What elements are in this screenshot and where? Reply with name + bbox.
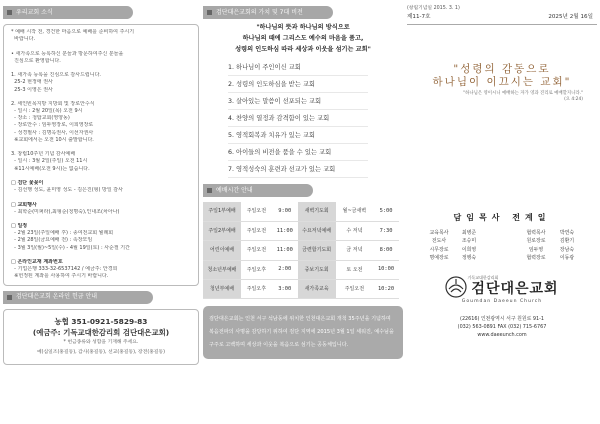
worship-cell: 10:00 xyxy=(373,260,399,279)
offering-examples: 예)십일조(홍길동), 감사(홍길동), 선교(홍길동), 장전(홍길동) xyxy=(37,349,165,355)
vision-header xyxy=(203,6,333,19)
worship-row xyxy=(203,280,399,299)
verse-text: "하나님은 영이시니 예배하는 자가 영과 진리로 예배할지니라." xyxy=(463,90,583,96)
theme-verse xyxy=(407,91,597,103)
left-panel xyxy=(3,6,199,420)
staff-cell: 박연숙 xyxy=(559,229,575,236)
worship-title: 예배시간 안내 xyxy=(216,186,253,194)
worship-cell: 중보기도회 xyxy=(298,260,336,279)
worship-row xyxy=(203,260,399,279)
square-icon xyxy=(7,10,12,15)
staff-cell: 전도사 xyxy=(431,238,447,245)
worship-table xyxy=(203,202,399,299)
news-line: - 기업은행 333-32-6537142 / 예금주: 안경희 xyxy=(11,266,118,273)
worship-cell: 수 저녁 xyxy=(336,221,373,240)
staff-cell xyxy=(488,254,514,263)
motto-line: 성령의 인도하심 따라 세상과 이웃을 섬기는 교회" xyxy=(235,46,371,53)
offering-account: 농협 351-0921-5829-83 xyxy=(54,316,148,326)
staff-cell: 협력목사 xyxy=(526,229,546,236)
news-line: □ 일정 xyxy=(11,223,28,230)
worship-cell: 7:30 xyxy=(373,221,399,240)
worship-cell: 청년부예배 xyxy=(203,280,241,299)
news-line xyxy=(11,252,191,259)
staff-cell: 이동광 xyxy=(559,255,575,262)
worship-cell: 수요저녁예배 xyxy=(298,221,336,240)
worship-cell: 주일오전 xyxy=(241,241,272,260)
staff-cell: 명예장로 xyxy=(429,255,449,262)
staff-cell: 조승미 xyxy=(461,238,477,245)
vision-item: 6. 아이들의 비전을 품을 수 있는 교회 xyxy=(228,144,368,161)
worship-cell: 금 저녁 xyxy=(336,241,373,260)
address: (22616) 인천광역시 서구 원원로 91-1 xyxy=(460,316,544,323)
logo-text xyxy=(467,275,558,298)
news-line xyxy=(11,65,191,72)
church-motto xyxy=(203,22,403,55)
offering-header xyxy=(3,291,153,304)
news-line xyxy=(11,216,191,223)
vision-title: 검단대은교회의 가치 및 7대 비전 xyxy=(216,8,303,16)
church-logo xyxy=(407,275,597,298)
worship-cell: 11:00 xyxy=(272,241,298,260)
news-line xyxy=(11,194,191,201)
staff-cell: 원로장로 xyxy=(526,238,546,245)
news-line: ※교회에서는 오전 10시 출발합니다. xyxy=(11,136,94,143)
vision-item: 2. 성령의 인도하심을 받는 교회 xyxy=(228,76,368,93)
staff-cell: 정행숙 xyxy=(461,255,477,262)
news-line: - 2월 23일(주일예배 후) : 종여전교회 월례회 xyxy=(11,230,114,237)
news-box xyxy=(3,24,199,286)
worship-cell: 8:00 xyxy=(373,241,399,260)
news-line: - 장소 : 청탑교회(영양동) xyxy=(11,115,70,122)
worship-cell: 주일오전 xyxy=(336,280,373,299)
news-line xyxy=(11,43,191,50)
senior-pastor: 담임목사 전계일 xyxy=(453,212,551,222)
news-line: □ 온라인교재 계좌번호 xyxy=(11,259,63,265)
staff-cell: 협력장로 xyxy=(526,255,546,262)
vision-item: 4. 찬양의 열정과 감격함이 있는 교회 xyxy=(228,110,368,127)
vision-item: 5. 영적회복과 치유가 있는 교회 xyxy=(228,127,368,144)
news-line: 25-3 이영은 권사 xyxy=(11,86,53,93)
news-line: • 새가족으로 등록하신 분들과 방문하여주신 분들을 xyxy=(11,50,124,57)
church-name: 검단대은교회 xyxy=(471,281,559,298)
square-icon xyxy=(207,188,212,193)
staff-list xyxy=(407,229,597,263)
news-line: 바랍니다. xyxy=(11,36,36,43)
news-line: ※11시예배(오전 9시)는 없습니다. xyxy=(11,165,90,172)
staff-cell: 임두영 xyxy=(528,246,544,253)
square-icon xyxy=(7,295,12,300)
news-line: 25-2 현정애 권사 xyxy=(11,79,53,86)
news-line: - 장로안수 : 임두영장로, 이희영장로 xyxy=(11,122,94,129)
middle-panel xyxy=(203,6,403,420)
worship-cell: 2:00 xyxy=(272,260,298,279)
news-line: □ 검단 꽃꽂이 xyxy=(11,179,44,186)
news-line: - 3월 3일(월)~5일(수) - 4월 19일(토) : 사순절 기간 xyxy=(11,244,130,251)
motto-line: 하나님의 때에 그리스도 예수의 마음을 품고, xyxy=(242,35,364,42)
website[interactable]: www.daeeunch.com xyxy=(477,332,527,339)
worship-cell: 금련합기도회 xyxy=(298,241,336,260)
worship-cell: 청소년부예배 xyxy=(203,260,241,279)
news-line: - 김선행 성도, 윤미영 성도 - 김은진(형) 방일 감사 xyxy=(11,187,123,194)
worship-cell: 주일오전 xyxy=(241,221,272,240)
worship-cell: 새벽기도회 xyxy=(298,202,336,221)
news-line xyxy=(11,94,191,101)
square-icon xyxy=(207,10,212,15)
right-panel xyxy=(407,6,597,420)
vision-list xyxy=(203,59,403,178)
staff-cell: 최병준 xyxy=(461,229,477,236)
staff-cell: 교육목사 xyxy=(429,229,449,236)
vision-item: 3. 살아있는 말씀이 선포되는 교회 xyxy=(228,93,368,110)
worship-cell: 월~금새벽 xyxy=(336,202,373,221)
staff-cell: 이희영 xyxy=(461,246,477,253)
offering-box xyxy=(3,309,199,365)
offering-holder: (예금주: 기독교대한감리회 검단대은교회) xyxy=(32,327,170,337)
address-block xyxy=(407,315,597,339)
founded-date: (창립기념일 2015. 3. 1) xyxy=(407,6,460,11)
bulletin-date: 2025년 2월 16일 xyxy=(548,14,593,21)
vision-item: 7. 영적성숙의 훈련과 선교가 있는 교회 xyxy=(228,161,368,178)
staff-cell xyxy=(488,246,514,255)
issue-info xyxy=(407,14,597,24)
news-line: - 2월 28일(금요예배 전) : 속장모임 xyxy=(11,237,93,244)
offering-title: 검단대은교회 온라인 헌금 안내 xyxy=(16,293,98,301)
staff-cell xyxy=(488,229,514,238)
staff-cell xyxy=(488,237,514,246)
church-name-en: Goumdan Daeeun Church xyxy=(461,299,543,305)
news-line: * 예배 시작 전, 경건한 마음으로 예배를 준비하여 주시기 xyxy=(11,29,135,35)
news-header xyxy=(3,6,133,19)
vision-item: 1. 하나님이 주인이신 교회 xyxy=(228,59,368,76)
worship-cell: 11:00 xyxy=(272,221,298,240)
worship-cell: 어린이예배 xyxy=(203,241,241,260)
worship-cell: 새가족교육 xyxy=(298,280,336,299)
worship-cell: 3:00 xyxy=(272,280,298,299)
worship-cell: 9:00 xyxy=(272,202,298,221)
theme-line: 하나님이 이끄시는 교회" xyxy=(432,75,572,88)
news-line xyxy=(11,173,191,180)
news-line: - 최학순(미퍼라),최형순(청명숙),인내조(차아나) xyxy=(11,208,120,215)
news-line: ※헌정된 계좌를 사용하여 주시기 바랍니다. xyxy=(11,273,109,280)
worship-cell: 주일2부예배 xyxy=(203,221,241,240)
news-title: 우리교회 소식 xyxy=(16,8,53,16)
news-line: 진심으로 환영합니다. xyxy=(11,57,61,64)
worship-header xyxy=(203,184,313,197)
news-line: 2. 세인빈목지방 지방회 및 장로안수식 xyxy=(11,100,95,107)
news-line xyxy=(11,144,191,151)
denomination: 기독교대한감리회 xyxy=(467,274,499,280)
news-line: - 일시 : 2월 20일(목) 오전 9시 xyxy=(11,108,83,115)
worship-row xyxy=(203,202,399,221)
staff-cell: 시무장로 xyxy=(429,246,449,253)
worship-row xyxy=(203,221,399,240)
worship-cell: 주일1부예배 xyxy=(203,202,241,221)
motto-line: "하나님의 뜻과 하나님의 방식으로 xyxy=(256,24,350,31)
worship-cell: 주일오전 xyxy=(241,202,272,221)
news-line: 3. 창립10주년 기념 감사예배 xyxy=(11,151,76,158)
worship-cell: 주일오후 xyxy=(241,280,272,299)
news-line: - 성경필사 : 김명옥권사, 이선자권사 xyxy=(11,129,94,136)
church-emblem-icon xyxy=(445,276,467,298)
worship-row xyxy=(203,241,399,260)
church-theme xyxy=(407,63,597,89)
offering-note: * 헌금종류와 성함을 기재해 주세요. xyxy=(63,339,139,345)
worship-cell: 10:20 xyxy=(373,280,399,299)
phone: (032) 563-0891 FAX (032) 715-6767 xyxy=(457,324,547,331)
news-line: 1. 새가족 등록을 진심으로 감사드립니다. xyxy=(11,72,101,79)
volume-number: 제11-7호 xyxy=(407,14,431,21)
worship-cell: 토 오전 xyxy=(336,260,373,279)
news-line: □ 교회행사 xyxy=(11,201,37,208)
verse-ref: (요 4:24) xyxy=(564,96,583,102)
news-line: - 일시 : 3월 2일(주일) 오전 11시 xyxy=(11,158,88,165)
church-intro: 검단대은교회는 인천 서구 석남동에 위치한 인천대은교회 개척 35주년을 기념하며 복음전파의 사명을 감당하기 위하여 검단 지역에 2015년 3월 1일 세워진, 예수님을 구주로 고백하며 세상과 이웃을 복음으로 섬기는 공동체입니다. xyxy=(203,306,403,359)
staff-cell: 장남숙 xyxy=(559,246,575,253)
theme-line: "성령의 감동으로 xyxy=(453,62,551,75)
worship-cell: 5:00 xyxy=(373,202,399,221)
staff-cell: 김환기 xyxy=(559,238,575,245)
worship-cell: 주일오후 xyxy=(241,260,272,279)
